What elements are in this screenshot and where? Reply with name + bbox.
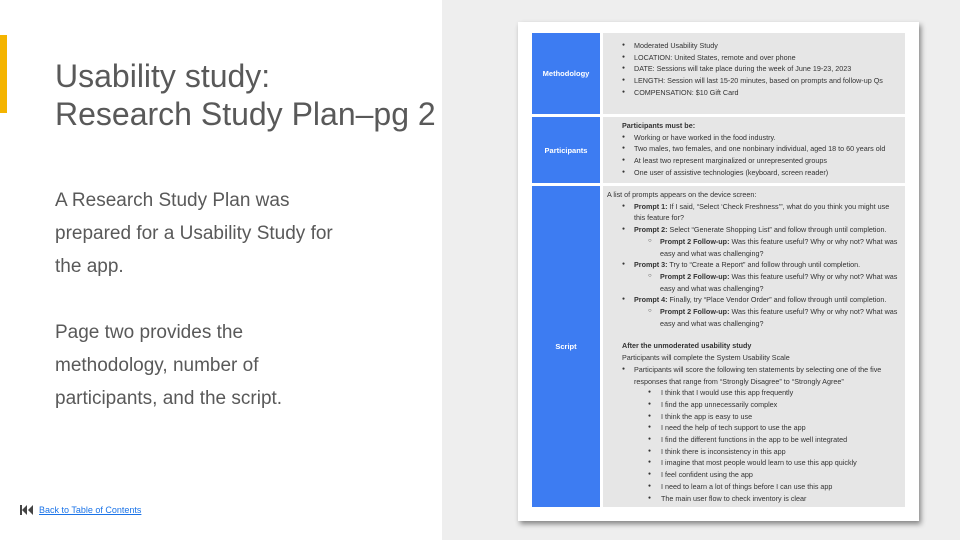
skip-back-icon — [20, 505, 34, 515]
prompt-item: ● Prompt 2: Select “Generate Shopping List” and follow through until completion. — [607, 224, 901, 236]
list-item: ● COMPENSATION: $10 Gift Card — [607, 87, 901, 99]
list-item: ● Participants will score the following ten statements by selecting one of the five responses that range from “Strongly Disagree” to “Strongly Agree” — [607, 364, 901, 387]
script-label: Script — [532, 186, 600, 507]
slide-body — [55, 184, 345, 448]
participants-content — [603, 117, 905, 183]
after-study-heading: After the unmoderated usability study — [622, 341, 752, 351]
back-to-toc[interactable] — [20, 505, 141, 515]
page-title — [55, 57, 445, 133]
statement-item: ● I need the help of tech support to use the app — [607, 422, 901, 434]
statement-item: ● I find the app unnecessarily complex — [607, 399, 901, 411]
title-line-1: Usability study: — [55, 58, 271, 94]
list-item: ● Working or have worked in the food industry. — [607, 132, 901, 144]
followup-item: ○ Prompt 2 Follow-up: Was this feature useful? Why or why not? What was easy and what was challenging? — [607, 236, 901, 259]
prompt-item: ● Prompt 1: If I said, “Select ‘Check Freshness’”, what do you think you might use this feature for? — [607, 201, 901, 224]
prompt-item: ● Prompt 3: Try to “Create a Report” and follow through until completion. — [607, 259, 901, 271]
followup-item: ○ Prompt 2 Follow-up: Was this feature useful? Why or why not? What was easy and what was challenging? — [607, 271, 901, 294]
methodology-content — [603, 33, 905, 114]
paragraph-2: Page two provides the methodology, number of participants, and the script. — [55, 322, 283, 409]
statement-item: ● I imagine that most people would learn to use this app quickly — [607, 457, 901, 469]
followup-item: ○ Prompt 2 Follow-up: Was this feature useful? Why or why not? What was easy and what was challenging? — [607, 306, 901, 329]
methodology-label: Methodology — [532, 33, 600, 114]
list-item: ● LENGTH: Session will last 15-20 minutes, based on prompts and follow-up Qs — [607, 75, 901, 87]
statement-item: ● I feel confident using the app — [607, 469, 901, 481]
research-plan-document — [518, 22, 919, 521]
list-item: ● At least two represent marginalized or unrepresented groups — [607, 155, 901, 167]
participants-row — [532, 117, 905, 183]
script-intro: A list of prompts appears on the device screen: — [607, 190, 757, 199]
statement-item: ● The main user flow to check inventory is clear — [607, 493, 901, 505]
title-line-2: Research Study Plan–pg 2 — [55, 96, 436, 132]
statement-item: ● I think the app is easy to use — [607, 411, 901, 423]
script-content — [603, 186, 905, 507]
statement-item: ● I think that I would use this app frequently — [607, 387, 901, 399]
statement-item: ● I find the different functions in the app to be well integrated — [607, 434, 901, 446]
methodology-row — [532, 33, 905, 114]
list-item: ● DATE: Sessions will take place during the week of June 19-23, 2023 — [607, 63, 901, 75]
list-item: ● One user of assistive technologies (keyboard, screen reader) — [607, 167, 901, 179]
back-link[interactable]: Back to Table of Contents — [39, 505, 142, 515]
accent-bar — [0, 35, 7, 113]
participants-label: Participants — [532, 117, 600, 183]
list-item: ● LOCATION: United States, remote and over phone — [607, 52, 901, 64]
statement-item: ● I need to learn a lot of things before I can use this app — [607, 481, 901, 493]
participants-heading: Participants must be: — [622, 121, 696, 130]
prompt-item: ● Prompt 4: Finally, try “Place Vendor Order” and follow through until completion. — [607, 294, 901, 306]
after-study-intro: Participants will complete the System Usability Scale — [622, 353, 790, 363]
script-row — [532, 186, 905, 507]
statement-item: ● I think there is inconsistency in this app — [607, 446, 901, 458]
paragraph-1: A Research Study Plan was prepared for a Usability Study for the app. — [55, 190, 333, 277]
list-item: ● Two males, two females, and one nonbinary individual, aged 18 to 60 years old — [607, 143, 901, 155]
list-item: ● Moderated Usability Study — [607, 40, 901, 52]
